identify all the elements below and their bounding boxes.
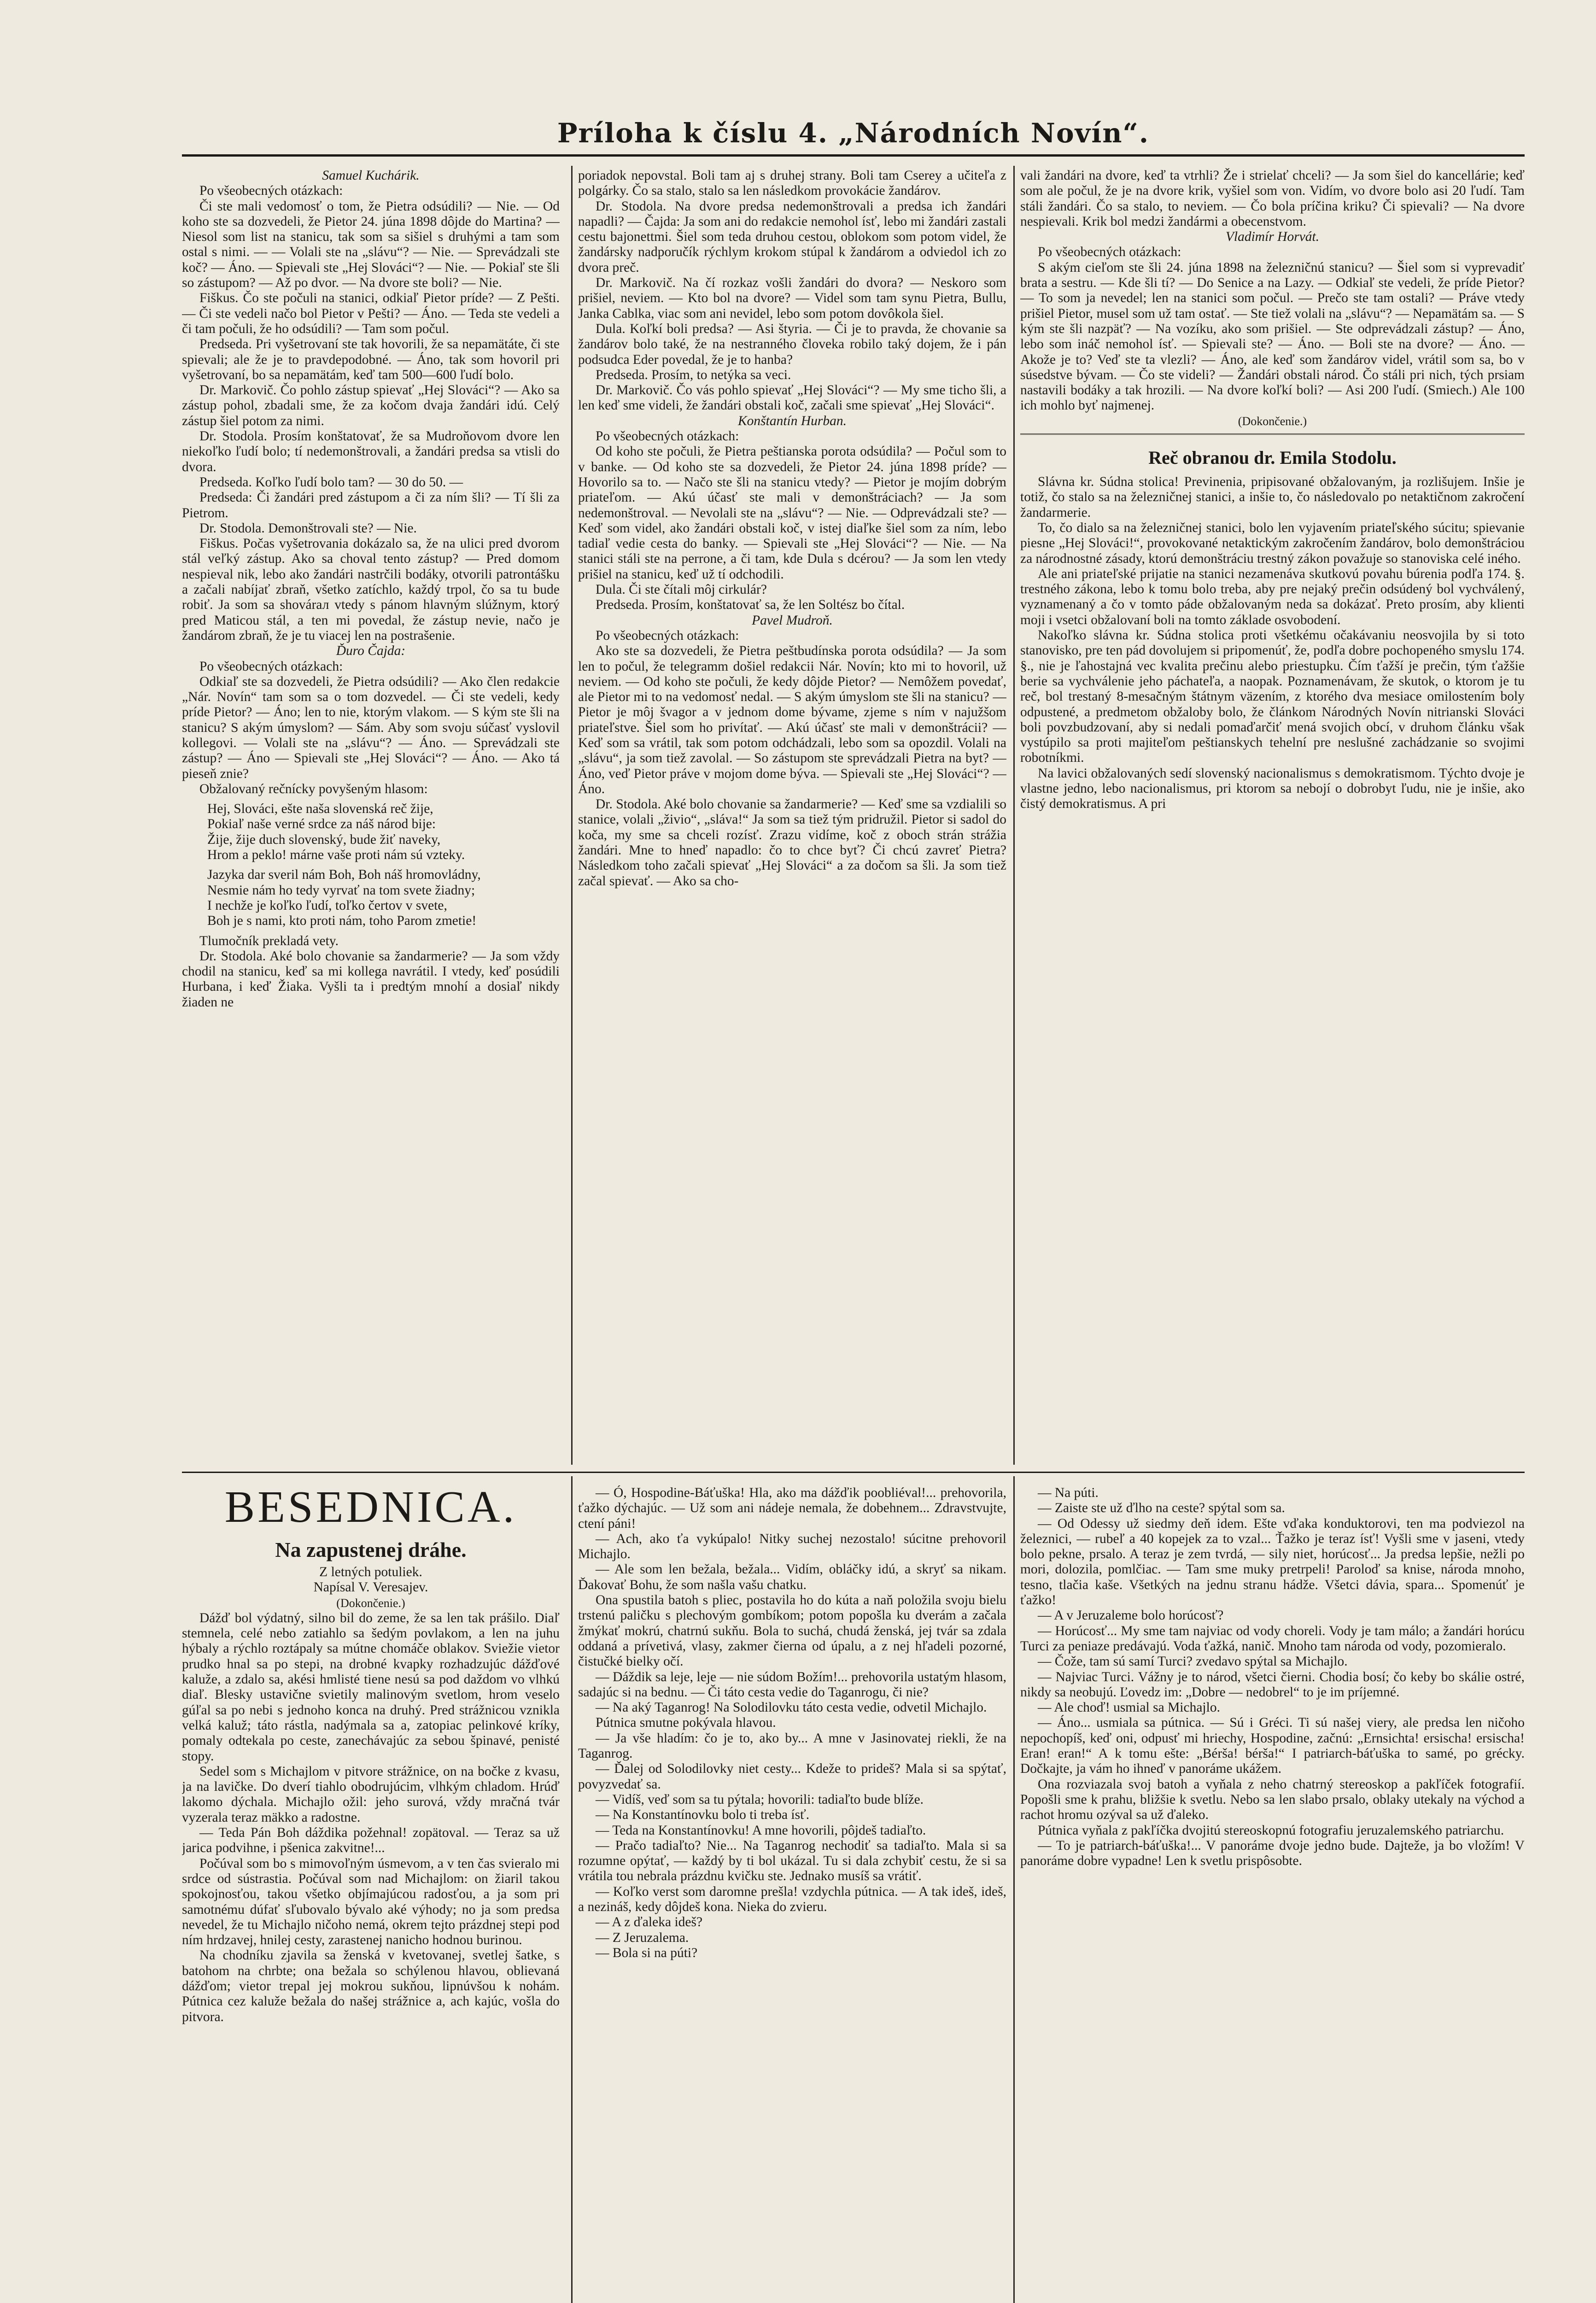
- paragraph: Od koho ste počuli, že Pietra peštianska porota odsúdila? — Počul som to v banke. — Od koho ste sa dozvedeli, že Pietor 24. júna 1898 príde? — Hovorilo sa to. — Načo ste šli na stanicu vtedy? — Pietor je mojím dobrým priateľom. — Akú účasť ste mali v demonštráciach? — Ja som nedemonštroval. — Nevolali ste na „slávu“? — Nie. — Odprevádzali ste? — Keď som videl, ako žandári obstali koč, v istej diaľke šiel som za ním, lebo tadiaľ vedie cesta do banky. — Spievali ste „Hej Slováci“? — Nie. — Na stanici stáli ste na perrone, a či tam, kde Dula s dcérou? — Ja som len vtedy prišiel na stanicu, keď už tí odchodili.: [578, 444, 1006, 582]
- paragraph: — Ale som len bežala, bežala... Vidím, obláčky idú, a skryť sa nikam. Ďakovať Bohu, že som našla vašu chatku.: [578, 1562, 1006, 1592]
- paragraph: — Na aký Taganrog! Na Solodilovku táto cesta vedie, odvetil Michajlo.: [596, 1700, 987, 1715]
- paragraph: — Ďalej od Solodilovky niet cesty... Kdeže to prideš? Mala si sa spýtať, povyzvedať sa.: [578, 1761, 1006, 1792]
- paragraph: — A z ďaleka ideš?: [596, 1915, 703, 1930]
- story-subtitle: Z letných potuliek.: [319, 1565, 422, 1579]
- paragraph: Dula. Či ste čítali môj cirkulár?: [596, 582, 767, 597]
- paragraph: — Z Jeruzalema.: [596, 1930, 689, 1945]
- paragraph: To, čo dialo sa na železničnej stanici, bolo len vyjavením priateľského súcitu; spievanie piesne „Hej Slováci!“, provokované netaktickým zakročením žandárov, bolo demonštráciou za národnostné zásady, ktorú demonštráciu trestný zákon považuje so stanoviska celé iného.: [1020, 520, 1525, 566]
- paragraph: Po všeobecných otázkach:: [199, 659, 343, 674]
- paragraph: Tlumočník prekladá vety.: [199, 933, 339, 948]
- paragraph: Slávna kr. Súdna stolica! Previnenia, pripisované obžalovaným, ja rozlišujem. Inšie je totiž, čo stalo sa na železničnej stanici, a inšie to, čo následovalo po netaktičnom zakročení žandarmerie.: [1020, 474, 1525, 520]
- paragraph: — Na Konstantínovku bolo ti treba ísť.: [596, 1807, 810, 1823]
- paragraph: Fiškus. Počas vyšetrovania dokázalo sa, že na ulici pred dvorom stál veľký zástup. Ako sa choval tento zástup? — Pred domom nespieval nik, lebo ako žandári nastrčili bodáky, otvorili patrontášku a začali nabíjať zbraň, všetko zatíchlo, každý trpol, čo sa tu bude robiť. Ja som sa shovárал vtedy s pánom hlavným slúžnym, ktorý pred Maticou stál, a ten mi povedal, že zástup nevie, načo je žandárom zbraň, že je tu viacej len na postrašenie.: [182, 536, 560, 643]
- paragraph: Dr. Markovič. Na čí rozkaz vošli žandári do dvora? — Neskoro som prišiel, neviem. — Kto bol na dvore? — Videl som tam synu Pietra, Bullu, Janka Cablka, viac som ani nevidel, lebo som potom dovôkola šiel.: [578, 275, 1006, 321]
- story-author: Napísal V. Veresajev.: [313, 1580, 428, 1595]
- paragraph: Sedel som s Michajlom v pitvore strážnice, on na bočke z kvasu, ja na lavičke. Do dverí tiahlo obodrujúcim, vlhkým chladom. Hrúď lakomo dýchala. Michajlo ožil: jeho surová, vždy mračná tvár vyzerala teraz mäkko a radostne.: [182, 1764, 560, 1825]
- paragraph: Po všeobecných otázkach:: [199, 183, 343, 199]
- column-rule: [571, 166, 573, 1465]
- paragraph: Ako ste sa dozvedeli, že Pietra peštbudínska porota odsúdila? — Ja som len to počul, že telegramm došiel redakcii Nár. Novín; kto mi to hovoril, už neviem. — Od koho ste počuli, že kedy dôjde Pietor? — Nemôžem povedať, ale Pietor mi to na vedomosť nedal. — S akým úmyslom ste šli na stanicu? — Pietor je môj švagor a v jednom dome bývame, zjeme s ním v najužšom priateľstve. Šiel som ho privítať. — Akú účasť ste mali v demonštrácii? — Keď som sa vrátil, tak som potom odchádzali, lebo som sa opozdil. Volali na „slávu“, ja som tiež zavolal. — So zástupom ste sprevádzali Pietra na byt? — Áno, veď Pietor práve v mojom dome býva. — Spievali ste „Hej Slováci“? — Áno.: [578, 643, 1006, 796]
- section-rule: [182, 1472, 1525, 1473]
- paragraph: Dr. Markovič. Čo pohlo zástup spievať „Hej Slováci“? — Ako sa zástup pohol, zbadali sme, že za kočom dvaja žandári idú. Celý zástup šiel potom za nimi.: [182, 383, 560, 428]
- paragraph: — Dáždik sa leje, leje — nie súdom Božím!... prehovorila ustatým hlasom, sadajúc si na bednu. — Či táto cesta vedie do Taganrogu, či nie?: [578, 1669, 1006, 1700]
- paragraph: Dr. Stodola. Prosím konštatovať, že sa Mudroňovom dvore len niekoľko ľudí bolo; tí nedemonštrovali, a žandári predsa sa vtisli do dvora.: [182, 429, 560, 474]
- paragraph: Ale ani priateľské prijatie na stanici nezamenáva skutkovú povahu búrenia podľa 174. §. trestného zákona, lebo k tomu bolo treba, aby pre nejaký prečin odsúdený bol vychválený, vyznamenaný a čo v tomto páde obžalovaným neda sa dokázať. Preto prosím, aby klienti moji i vsetci obžalovaní boli na tomto základe osvobodení.: [1020, 566, 1525, 627]
- paragraph: Dážď bol výdatný, silno bil do zeme, že sa len tak prášilo. Diaľ stemnela, celé nebo zatiahlo sa šedým povlakom, a len na juhu hýbaly a rýchlo roztápaly sa mútne chomáče oblakov. Sviežie vietor prudko hnal sa po stepi, na drobné kvapky rozhadzujúc dážďové kaluže, a zdalo sa, akési hmlisté tiene nesú sa pod daždom vo vlhkú diaľ. Blesky ustavične svietily malinovým svetlom, hrom veselo gúľal sa po nebi s jednoho konca na druhý. Pred strážnicou vznikla velká kaluž; táto rástla, nadýmala sa a, zatopiac pelinkové kríky, pomaly odtekala po ceste, zanechávajúc za sebou špinavé, penisté stopy.: [182, 1610, 560, 1764]
- paragraph: — Ó, Hospodine-Báťuška! Hla, ako ma dážďik poobliéval!... prehovorila, ťažko dýchajúc. — Už som ani nádeje nemala, že dobehnem... Zdravstvujte, ctení páni!: [578, 1485, 1006, 1531]
- column-4: [182, 1476, 560, 2303]
- paragraph: poriadok nepovstal. Boli tam aj s druhej strany. Boli tam Cserey a učiteľa z polgárky. Čo sa stalo, stalo sa len následkom provokácie žandárov.: [578, 168, 1006, 199]
- paragraph: — To je patriarch-báťuška!... V panoráme dvoje jedno bude. Dajteže, ja bo vložím! V panoráme dobre vypadne! Len k svetlu prispôsobte.: [1020, 1838, 1525, 1869]
- verse-line: Hrom a peklo! márne vaše proti nám sú vzteky.: [207, 848, 465, 863]
- column-2: [578, 168, 1006, 1465]
- paragraph: S akým cieľom ste šli 24. júna 1898 na železničnú stanicu? — Šiel som si vyprevadiť brata a sestru. — Kde šli tí? — Do Senice a na Lazy. — Odkiaľ ste vedeli, že príde Pietor? — To som ja nevedel; len na stanici som počul. — Prečo ste tam ostali? — Práve vtedy prišiel Pietor, musel som už tam ostať. — Ste tiež volali na „slávu“? — Nepamätám sa. — S kým ste šli nazpäť? — Na vozíku, ako som prišiel. — Ste odprevádzali zástup? — Áno, lebo som ináč nemohol ísť. — Spievali ste? — Áno. — Boli ste na dvore? — Áno. — Akože je to? Veď ste ta vlezli? — Áno, ale keď som žandárov videl, vrátil som sa, bo v súsedstve bývam. — Čo ste videli? — Žandári obstali národ. Čo stáli pri nich, tých prsiam nastavili bodáky a tak hrozili. — Na dvore koľkí boli? — Asi 200 ľudí. (Smiech.) Ale 100 ich mohlo byť najmenej.: [1020, 260, 1525, 413]
- paragraph: Predseda. Prosím, konštatovať sa, že len Soltész bo čítal.: [596, 597, 905, 613]
- verse-line: Nesmie nám ho tedy vyrvať na tom svete žiadny;: [207, 883, 475, 898]
- verse-line: Žije, žije duch slovenský, bude žiť naveky,: [207, 832, 441, 847]
- paragraph: Dula. Koľkí boli predsa? — Asi štyria. — Či je to pravda, že chovanie sa žandárov bolo také, že na nestranného človeka robilo taký dojem, že i pán podsudca Eder povedal, že je to hanba?: [578, 321, 1006, 367]
- column-rule: [1013, 1476, 1015, 2303]
- section-title: BESEDNICA.: [224, 1482, 517, 1532]
- paragraph: Predseda. Prosím, to netýka sa veci.: [596, 367, 791, 382]
- paragraph: — Bola si na púti?: [596, 1945, 698, 1960]
- paragraph: Obžalovaný rečnícky povyšeným hlasom:: [199, 781, 428, 796]
- paragraph: — Koľko verst som daromne prešla! vzdychla pútnica. — A tak ideš, ideš, a nezináš, kedy dôjdeš kona. Nieka do zvieru.: [578, 1884, 1006, 1915]
- column-6: [1020, 1485, 1525, 2303]
- paragraph: Pútnica smutne pokývala hlavou.: [596, 1715, 776, 1730]
- verse-line: Hej, Slováci, ešte naša slovenská reč žije,: [207, 801, 433, 817]
- continuation-note: (Dokončenie.): [336, 1596, 405, 1610]
- page-header: Príloha k číslu 4. „Národních Novín“.: [557, 117, 1150, 149]
- paragraph: Po všeobecných otázkach:: [596, 429, 739, 444]
- column-3: [1020, 168, 1525, 1465]
- paragraph: — Horúcosť... My sme tam najviac od vody choreli. Vody je tam málo; a žandári horúcu Turci za peniaze predávajú. Voda ťažká, nanič. Mnoho tam národa od vody, pozomieralo.: [1020, 1623, 1525, 1654]
- column-rule: [1013, 166, 1015, 1465]
- paragraph: — Čože, tam sú samí Turci? zvedavo spýtal sa Michajlo.: [1038, 1654, 1348, 1669]
- verse-line: I nechže je koľko ľudí, toľko čertov v svete,: [207, 898, 447, 913]
- paragraph: — Od Odessy už siedmy deň idem. Ešte vďaka konduktorovi, ten ma podviezol na železnici, — rubeľ a 40 kopejek za to vzal... Ťažko je teraz ísť! Vyšli sme v jaseni, vtedy bolo pekne, prsalo. A teraz je zem tvrdá, — sily niet, horúcosť... Ja predsa lepšie, nežli po mori, dolozila, pomlčiac. — Tam sme muky pretrpeli! Paroloď sa knise, národa mnoho, tesno, tlačia kaše. Všetkých na jednu stranu hádže. Všetci dávia, spara... Spomenúť je ťažko!: [1020, 1516, 1525, 1608]
- paragraph: — Teda na Konstantínovku! A mne hovorili, pôjdeš tadiaľto.: [596, 1823, 926, 1838]
- paragraph: — A v Jeruzaleme bolo horúcosť?: [1038, 1608, 1224, 1623]
- paragraph: — Najviac Turci. Vážny je to národ, všetci čierni. Chodia bosí; čo keby bo skálie ostré, nikdy sa neobujú. Ľovedz im: „Dobre — nedobrel“ to je im príjemné.: [1020, 1669, 1525, 1700]
- paragraph: Dr. Stodola. Na dvore predsa nedemonštrovali a predsa ich žandári napadli? — Čajda: Ja som ani do redakcie nemohol ísť, lebo mi žandári zastali cestu bajonettmi. Šiel som teda druhou cestou, oblokom som potom videl, že žandársky nadporučík rýchlym krokom stúpal k žandárom a odviedol ich zo dvora preč.: [578, 199, 1006, 275]
- paragraph: Na chodníku zjavila sa ženská v kvetovanej, svetlej šatke, s batohom na chrbte; ona bežala so schýlenou hlavou, oblievaná dážďom; vietor trepal jej mokrou sukňou, lipnúvšou k nohám. Pútnica cez kaluže bežala do našej strážnice a, ach kajúc, vošla do pitvora.: [182, 1948, 560, 2024]
- paragraph: Po všeobecných otázkach:: [1038, 245, 1181, 260]
- paragraph: — Ale choď! usmial sa Michajlo.: [1038, 1700, 1220, 1715]
- divider: [1020, 433, 1525, 439]
- paragraph: Dr. Stodola. Aké bolo chovanie sa žandarmerie? — Ja som vždy chodil na stanicu, keď sa mi kollega navrátil. I vtedy, keď posúdili Hurbana, i keď Žiaka. Vyšli ta i predtým mnohí a dosiaľ nikdy žiaden ne: [182, 948, 560, 1010]
- speaker-heading: Ďuro Čajda:: [336, 643, 406, 659]
- paragraph: — Pračo tadiaľto? Nie... Na Taganrog nechodiť sa tadiaľto. Mala si sa rozumne opýtať, — každý by ti bol ukázal. Tu si dala zchybiť cestu, že si sa vrátila tou nebrala prázdnu kvičku ste. Jednako musíš sa vrátiť.: [578, 1838, 1006, 1884]
- column-5: [578, 1485, 1006, 2303]
- paragraph: Predseda. Koľko ľudí bolo tam? — 30 do 50. —: [199, 474, 463, 490]
- column-1: [182, 168, 560, 1465]
- paragraph: — Zaiste ste už ďlho na ceste? spýtal som sa.: [1038, 1501, 1285, 1516]
- paragraph: — Teda Pán Boh dáždika požehnal! zopätoval. — Teraz sa už jarica podvihne, i pšenica zakvitne!...: [182, 1825, 560, 1856]
- paragraph: Či ste mali vedomosť o tom, že Pietra odsúdili? — Nie. — Od koho ste sa dozvedeli, že Pietor 24. júna 1898 dôjde do Martina? — Niesol som list na stanicu, tak som sa sišiel s druhými a tam som ostal s nimi. — — Volali ste na „slávu“? — Nie. — Sprevádzali ste koč? — Áno. — Spievali ste „Hej Slováci“? — Nie. — Pokiaľ ste šli so zástupom? — Až po dvor. — Na dvore ste boli? — Nie.: [182, 199, 560, 291]
- paragraph: — Ach, ako ťa vykúpalo! Nitky suchej nezostalo! súcitne prehovoril Michajlo.: [578, 1531, 1006, 1562]
- header-rule: [182, 154, 1525, 157]
- speaker-heading: Vladimír Horvát.: [1225, 229, 1320, 245]
- verse-line: Pokiaľ naše verné srdce za náš národ bije:: [207, 817, 436, 832]
- paragraph: Predseda: Či žandári pred zástupom a či za ním šli? — Tí šli za Pietrom.: [182, 490, 560, 520]
- paragraph: Na lavici obžalovaných sedí slovenský nacionalismus s demokratismom. Týchto dvoje je vlastne jedno, lebo nacionalismus, pri ktorom sa nebojí o dobrobyt ľudu, nie je inšie, ako čistý demokratismus. A pri: [1020, 766, 1525, 812]
- column-rule: [571, 1476, 573, 2303]
- paragraph: — Vidíš, veď som sa tu pýtala; hovorili: tadiaľto bude blíže.: [596, 1792, 924, 1807]
- paragraph: vali žandári na dvore, keď ta vtrhli? Že i strielať chceli? — Ja som šiel do kancellárie; keď som ale počul, že je na dvore krik, vyšiel som von. Vidím, vo dvore bolo asi 20 ľudí. Tam stáli žandári. Čo sa stalo, to neviem. — Čo bola príčina kriku? Či spievali? — Na dvore nespievali. Krik bol medzi žandármi a obecenstvom.: [1020, 168, 1525, 229]
- article-title: Reč obranou dr. Emila Stodolu.: [1148, 447, 1397, 468]
- paragraph: Dr. Stodola. Aké bolo chovanie sa žandarmerie? — Keď sme sa vzdialili so stanice, volali „živio“, „sláva!“ Ja som sa tiež tým pridružil. Pietor si sadol do koča, my sme sa chceli rozísť. Zrazu vidíme, koč z oboch strán strážia žandári. Mne to hneď napadlo: čo to chce byť? Či chcú zavreť Pietra? Následkom toho začali spievať „Hej Slováci“ a za dočom sa šli. Ja som tiež začal spievať. — Ako sa cho-: [578, 797, 1006, 888]
- paragraph: Počúval som bo s mimovoľným úsmevom, a v ten čas svieralo mi srdce od sústrastia. Počúval som nad Michajlom: on žiaril takou spokojnosťou, takou všetko objímajúcou radosťou, a ja som pri samotnému dúfať sľubovalo bývalo aké výhody; no ja som predsa nevedel, že tu Michajlo ničoho nemá, okrem tejto prázdnej stepi pod ním hrdzavej, hnilej cesty, zarastenej nanicho hodnou burinou.: [182, 1856, 560, 1948]
- paragraph: Po všeobecných otázkach:: [596, 628, 739, 643]
- story-title: Na zapustenej dráhe.: [275, 1538, 467, 1561]
- paragraph: Ona spustila batoh s pliec, postavila ho do kúta a naň položila svoju bielu trstenú paličku s plechovým gombíkom; potom popošla ku dverám a začala žmýkať mokrú, chatrnú sukňu. Bola to suchá, chudá ženská, jej tvár sa zdala oddaná a prívetivá, vlasy, zakmer čierna od úpalu, a z nej hľadeli pozorné, čistučké bielky očí.: [578, 1593, 1006, 1669]
- paragraph: Predseda. Pri vyšetrovaní ste tak hovorili, že sa nepamätáte, či ste spievali; ale že je to pravdepodobné. — Áno, tak som hovoril pri vyšetrovaní, bo sa nepamätám, keď tam 500—600 ľudí bolo.: [182, 337, 560, 382]
- continuation-note: (Dokončenie.): [1238, 414, 1307, 428]
- paragraph: Dr. Stodola. Demonštrovali ste? — Nie.: [199, 520, 417, 536]
- paragraph: Fiškus. Čo ste počuli na stanici, odkiaľ Pietor príde? — Z Pešti. — Či ste vedeli načo bol Pietor v Pešti? — Áno. — Teda ste vedeli a či tam počuli, že ho odsúdili? — Tam som počul.: [182, 291, 560, 336]
- paragraph: Nakoľko slávna kr. Súdna stolica proti všetkému očakávaniu neosvojila by si toto stanovisko, pre ten pád dovolujem si pripomenúť, že, podľa dobre pochopeného smyslu 174. §., nie je ľahostajná vec kvalita prečinu alebo priestupku. Čím ťažší je prečin, tým ťažšie berie sa vychválenie jeho páchateľa, a naopak. Poznamenávam, že skutok, o ktorom je tu reč, bol trestaný 8-mesačným štátnym väzením, z ktorého dva mesiace omilostením boly odpustené, a predmetom obžaloby bolo, že článkom Národných Novín nitrianski Slováci boli povzbudzovaní, aby si nedali pomaďarčiť mená svojich obcí, v druhom článku však vystúpilo sa proti majiteľom peštianskych tehelní pre neslušné zachádzanie so svojimi robotníkmi.: [1020, 628, 1525, 766]
- paragraph: Ona rozviazala svoj batoh a vyňala z neho chatrný stereoskop a pakľíček fotografií. Popošli sme k prahu, bližšie k svetlu. Nebo sa len slabo prsalo, oblaky utekaly na východ a rachot hromu ozýval sa už ďaleko.: [1020, 1777, 1525, 1823]
- verse-line: Boh je s nami, kto proti nám, toho Parom zmetie!: [207, 913, 477, 929]
- paragraph: Dr. Markovič. Čo vás pohlo spievať „Hej Slováci“? — My sme ticho šli, a len keď sme videli, že žandári obstali koč, začali sme spievať „Hej Slováci“.: [578, 383, 1006, 413]
- paragraph: Odkiaľ ste sa dozvedeli, že Pietra odsúdili? — Ako člen redakcie „Nár. Novín“ tam som sa o tom dozvedel. — Či ste vedeli, kedy príde Pietor? — Áno; len to nie, ktorým vlakom. — S kým ste šli na stanicu? S akým úmyslom? — Sám. Aby som svoju súčasť vyslovil kollegovi. — Volali ste na „slávu“? — Áno. — Sprevádzali ste zástup? — Áno — Spievali ste „Hej Slováci“? — Áno. — Ako tá pieseň znie?: [182, 674, 560, 781]
- speaker-heading: Pavel Mudroň.: [752, 613, 833, 628]
- speaker-heading: Konštantín Hurban.: [737, 413, 847, 428]
- paragraph: — Na púti.: [1038, 1485, 1099, 1500]
- speaker-heading: Samuel Kuchárik.: [322, 168, 420, 183]
- paragraph: — Áno... usmiala sa pútnica. — Sú i Gréci. Ti sú našej viery, ale predsa len ničoho nepochopíš, keď oni, odpusť mi hriechy, Hospodine, začnú: „Ernsichta! ersischa! ersischa! Eran! eran!“ A k tomu ešte: „Bérša! bérša!“ I patriarch-báťuška to samé, po grécky. Dočkajte, ja vám ho ihneď v panoráme ukážem.: [1020, 1715, 1525, 1777]
- verse-line: Jazyka dar sveril nám Boh, Boh náš hromovládny,: [207, 867, 481, 883]
- paragraph: — Ja vše hladím: čo je to, ako by... A mne v Jasinovatej riekli, že na Taganrog.: [578, 1730, 1006, 1761]
- paragraph: Pútnica vyňala z pakľíčka dvojitú stereoskopnú fotografiu jeruzalemského patriarchu.: [1038, 1823, 1504, 1838]
